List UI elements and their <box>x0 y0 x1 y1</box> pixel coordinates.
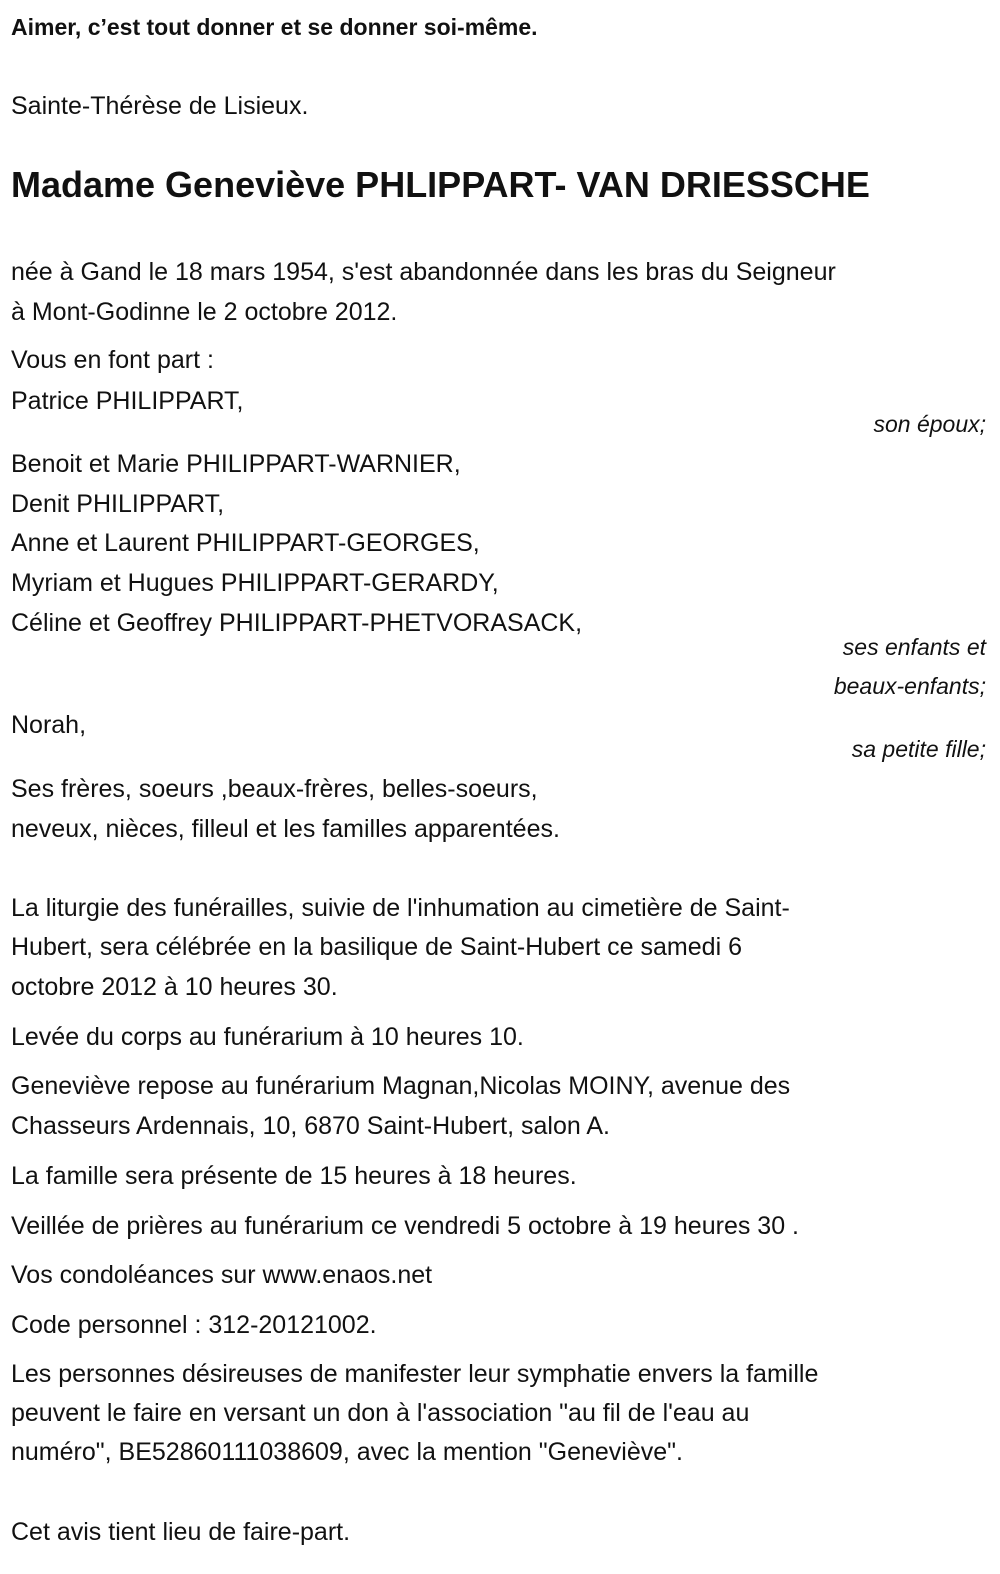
liturgy-line: Hubert, sera célébrée en la basilique de Saint-Hubert ce samedi 6 <box>11 933 742 961</box>
veillee: Veillée de prières au funérarium ce vendredi 5 octobre à 19 heures 30 . <box>11 1212 799 1240</box>
closing: Cet avis tient lieu de faire-part. <box>11 1518 351 1546</box>
donation-line: peuvent le faire en versant un don à l'association "au fil de l'eau au <box>11 1399 750 1427</box>
donation-line: Les personnes désireuses de manifester leur symphatie envers la famille <box>11 1360 819 1388</box>
condoleances: Vos condoléances sur www.enaos.net <box>11 1261 433 1289</box>
liturgy-line: octobre 2012 à 10 heures 30. <box>11 973 338 1001</box>
child-name: Anne et Laurent PHILIPPART-GEORGES, <box>11 529 480 557</box>
family-line: Ses frères, soeurs ,beaux-frères, belles-soeurs, <box>11 775 538 803</box>
family-line: neveux, nièces, filleul et les familles apparentées. <box>11 815 560 843</box>
child-name: Myriam et Hugues PHILIPPART-GERARDY, <box>11 569 499 597</box>
granddaughter-relation: sa petite fille; <box>851 736 986 762</box>
repose-line: Chasseurs Ardennais, 10, 6870 Saint-Hubert, salon A. <box>11 1112 610 1140</box>
child-name: Céline et Geoffrey PHILIPPART-PHETVORASACK, <box>11 609 583 637</box>
child-name: Benoit et Marie PHILIPPART-WARNIER, <box>11 450 461 478</box>
children-relation: ses enfants et <box>842 634 986 660</box>
granddaughter-name: Norah, <box>11 711 87 739</box>
liturgy-line: La liturgie des funérailles, suivie de l'inhumation au cimetière de Saint- <box>11 894 790 922</box>
spouse-relation: son époux; <box>873 411 986 437</box>
intro-line: née à Gand le 18 mars 1954, s'est abandonnée dans les bras du Seigneur <box>11 258 836 286</box>
spouse-name: Patrice PHILIPPART, <box>11 387 244 415</box>
child-name: Denit PHILIPPART, <box>11 490 225 518</box>
intro-line: à Mont-Godinne le 2 octobre 2012. <box>11 298 398 326</box>
quote: Aimer, c’est tout donner et se donner soi-même. <box>11 14 538 40</box>
announce: Vous en font part : <box>11 346 214 374</box>
page-title: Madame Geneviève PHLIPPART- VAN DRIESSCHE <box>11 164 870 205</box>
levee: Levée du corps au funérarium à 10 heures 10. <box>11 1023 524 1051</box>
donation-line: numéro", BE52860111038609, avec la mention "Geneviève". <box>11 1438 683 1466</box>
quote-author: Sainte-Thérèse de Lisieux. <box>11 92 309 120</box>
presence: La famille sera présente de 15 heures à 18 heures. <box>11 1162 577 1190</box>
children-relation: beaux-enfants; <box>833 673 986 699</box>
repose-line: Geneviève repose au funérarium Magnan,Nicolas MOINY, avenue des <box>11 1072 791 1100</box>
code: Code personnel : 312-20121002. <box>11 1311 377 1339</box>
